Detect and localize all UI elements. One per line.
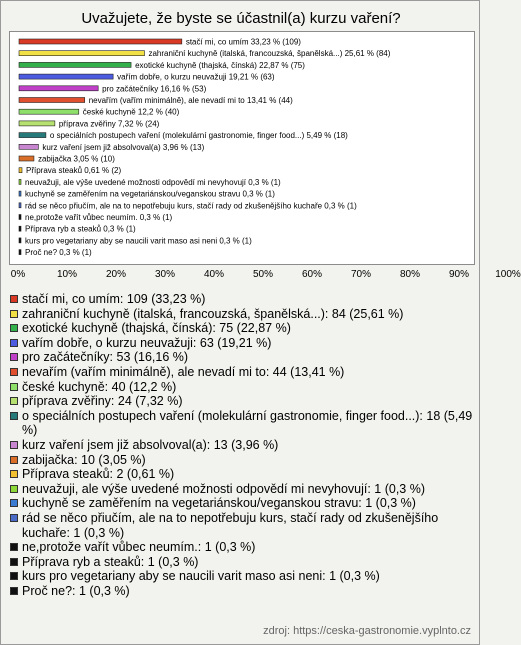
legend-label: nevařím (vařím minimálně), ale nevadí mi to: 44 (13,41 %) [22,364,345,379]
bar [19,179,21,184]
bar [19,98,85,103]
legend-item [10,321,476,336]
bar-group [19,96,293,105]
legend-item [10,482,476,497]
legend-item [10,467,476,482]
bar-label: stačí mi, co umím 33,23 % (109) [185,37,301,47]
bar-label: exotické kuchyně (thajská, čínská) 22,87 % (75) [135,60,305,70]
bar-label: kurs pro vegetariany aby se naucili varit maso asi neni 0,3 % (1) [25,236,252,246]
legend-item [10,350,476,365]
bar [19,144,38,149]
bar [19,250,21,255]
bar-group [19,49,391,58]
legend-item [10,511,476,540]
bar-group [19,61,305,70]
bar-label: zahraniční kuchyně (italská, francouzská, španělská...) 25,61 % (84) [148,49,391,59]
legend-swatch [10,587,18,595]
legend-swatch [10,514,18,522]
legend-label: kurz vaření jsem již absolvoval(a): 13 (3,96 %) [22,437,279,452]
bar-group [19,178,281,187]
legend-item [10,409,476,438]
legend-swatch [10,499,18,507]
legend-label: rád se něco přiučím, ale na to nepotřebuju kurs, stačí rady od zkušenějšího kuchaře: 1 (0,3 %) [22,510,439,540]
bar [19,86,98,91]
chart-title: Uvažujete, že byste se účastnil(a) kurzu vaření? [81,10,401,27]
bar [19,74,113,79]
bar-group [19,73,275,82]
bar [19,203,21,208]
bar-group [19,225,136,234]
bar-label: rád se něco přiučím, ale na to nepotřebuju kurs, stačí rady od zkušenějšího kuchaře 0,3 % (1) [25,201,357,211]
bar-group [19,38,301,47]
bar-group [19,108,180,117]
bar-label: Proč ne? 0,3 % (1) [25,248,92,258]
legend-swatch [10,572,18,580]
legend-label: kuchyně se zaměřením na vegetariánskou/veganskou stravu: 1 (0,3 %) [22,496,416,511]
x-axis-ticks [1,269,521,283]
legend-label: Příprava steaků: 2 (0,61 %) [22,467,175,482]
legend-label: Příprava ryb a steaků: 1 (0,3 %) [22,554,199,569]
legend-swatch [10,397,18,405]
legend-swatch [10,310,18,318]
legend-swatch [10,368,18,376]
legend-swatch [10,339,18,347]
x-tick-label: 40% [203,269,225,280]
legend-item [10,438,476,453]
source-credit: zdroj: https://ceska-gastronomie.vyplnto.cz [263,625,471,637]
legend-swatch [10,353,18,361]
bar-label: Příprava ryb a steaků 0,3 % (1) [25,224,136,234]
bar [19,191,21,196]
bar-group [19,201,357,210]
legend-item [10,307,476,322]
legend-swatch [10,383,18,391]
bar-group [19,166,121,175]
bar [19,109,79,114]
legend-label: české kuchyně: 40 (12,2 %) [22,379,177,394]
x-tick-label: 30% [154,269,176,280]
bar-label: pro začátečníky 16,16 % (53) [102,84,207,94]
legend-label: příprava zvěřiny: 24 (7,32 %) [22,394,183,409]
bar-label: příprava zvěřiny 7,32 % (24) [58,119,160,129]
legend-label: zabijačka: 10 (3,05 %) [22,452,146,467]
legend [10,292,476,598]
bar-label: kuchyně se zaměřením na vegetariánskou/veganskou stravu 0,3 % (1) [25,189,275,199]
x-tick-label: 10% [56,269,78,280]
bar-label: Příprava steaků 0,61 % (2) [25,166,122,176]
legend-label: ne,protože vařít vůbec neumím.: 1 (0,3 %) [22,540,256,555]
bar-label: kurz vaření jsem již absolvoval(a) 3,96 % (13) [42,142,205,152]
legend-item [10,453,476,468]
bar [19,121,55,126]
bar-group [19,190,275,199]
bar-label: neuvažuji, ale výše uvedené možnosti odpovědí mi nevyhovují 0,3 % (1) [25,177,281,187]
x-tick-label: 0% [10,269,26,280]
legend-label: o speciálních postupech vaření (molekulární gastronomie, finger food...): 18 (5,49 %) [22,408,473,438]
bar-group [19,143,205,152]
legend-label: zahraniční kuchyně (italská, francouzská, španělská...): 84 (25,61 %) [22,306,404,321]
legend-item [10,380,476,395]
bar [19,238,21,243]
bar [19,226,21,231]
bar-group [19,84,207,93]
legend-item [10,292,476,307]
legend-item [10,569,476,584]
bar-group [19,236,252,245]
legend-item [10,540,476,555]
legend-label: vařím dobře, o kurzu neuvažuji: 63 (19,21 %) [22,335,272,350]
bar-chart-svg [10,32,474,264]
x-tick-label: 90% [448,269,470,280]
bar-label: české kuchyně 12,2 % (40) [82,107,180,117]
x-tick-label: 50% [252,269,274,280]
legend-label: neuvažuji, ale výše uvedené možnosti odpovědí mi nevyhovují: 1 (0,3 %) [22,481,426,496]
bar-group [19,119,160,128]
legend-label: stačí mi, co umím: 109 (33,23 %) [22,292,206,306]
legend-swatch [10,470,18,478]
plot-area [9,31,475,265]
bar-group [19,131,348,140]
bar-group [19,213,173,222]
legend-item [10,394,476,409]
legend-swatch [10,543,18,551]
legend-swatch [10,412,18,420]
bar [19,156,34,161]
legend-swatch [10,485,18,493]
bar [19,51,144,56]
bar-label: o speciálních postupech vaření (molekulární gastronomie, finger food...) 5,49 % (18) [49,131,348,141]
bar-label: zabijačka 3,05 % (10) [37,154,115,164]
bar-group [19,248,92,257]
legend-label: pro začátečníky: 53 (16,16 %) [22,350,189,365]
legend-item [10,555,476,570]
legend-label: kurs pro vegetariany aby se naucili varit maso asi neni: 1 (0,3 %) [22,569,380,584]
bar [19,215,21,220]
legend-swatch [10,324,18,332]
x-tick-label: 70% [350,269,372,280]
legend-label: exotické kuchyně (thajská, čínská): 75 (22,87 %) [22,321,291,336]
bar [19,168,22,173]
legend-label: Proč ne?: 1 (0,3 %) [22,583,130,598]
legend-swatch [10,295,18,303]
legend-item [10,584,476,599]
x-tick-label: 20% [105,269,127,280]
bar-label: nevařím (vařím minimálně), ale nevadí mi to 13,41 % (44) [88,96,293,105]
legend-item [10,496,476,511]
x-tick-label: 60% [301,269,323,280]
x-tick-label: 80% [399,269,421,280]
bar-label: vařím dobře, o kurzu neuvažuji 19,21 % (63) [117,72,275,82]
bar [19,39,182,44]
legend-swatch [10,558,18,566]
bar-group [19,155,115,164]
x-tick-label: 100% [495,269,521,280]
legend-item [10,365,476,380]
legend-swatch [10,441,18,449]
bar [19,62,131,67]
bar-label: ne,protože vařít vůbec neumím. 0,3 % (1) [25,213,173,222]
legend-swatch [10,456,18,464]
legend-item [10,336,476,351]
bar [19,133,46,138]
